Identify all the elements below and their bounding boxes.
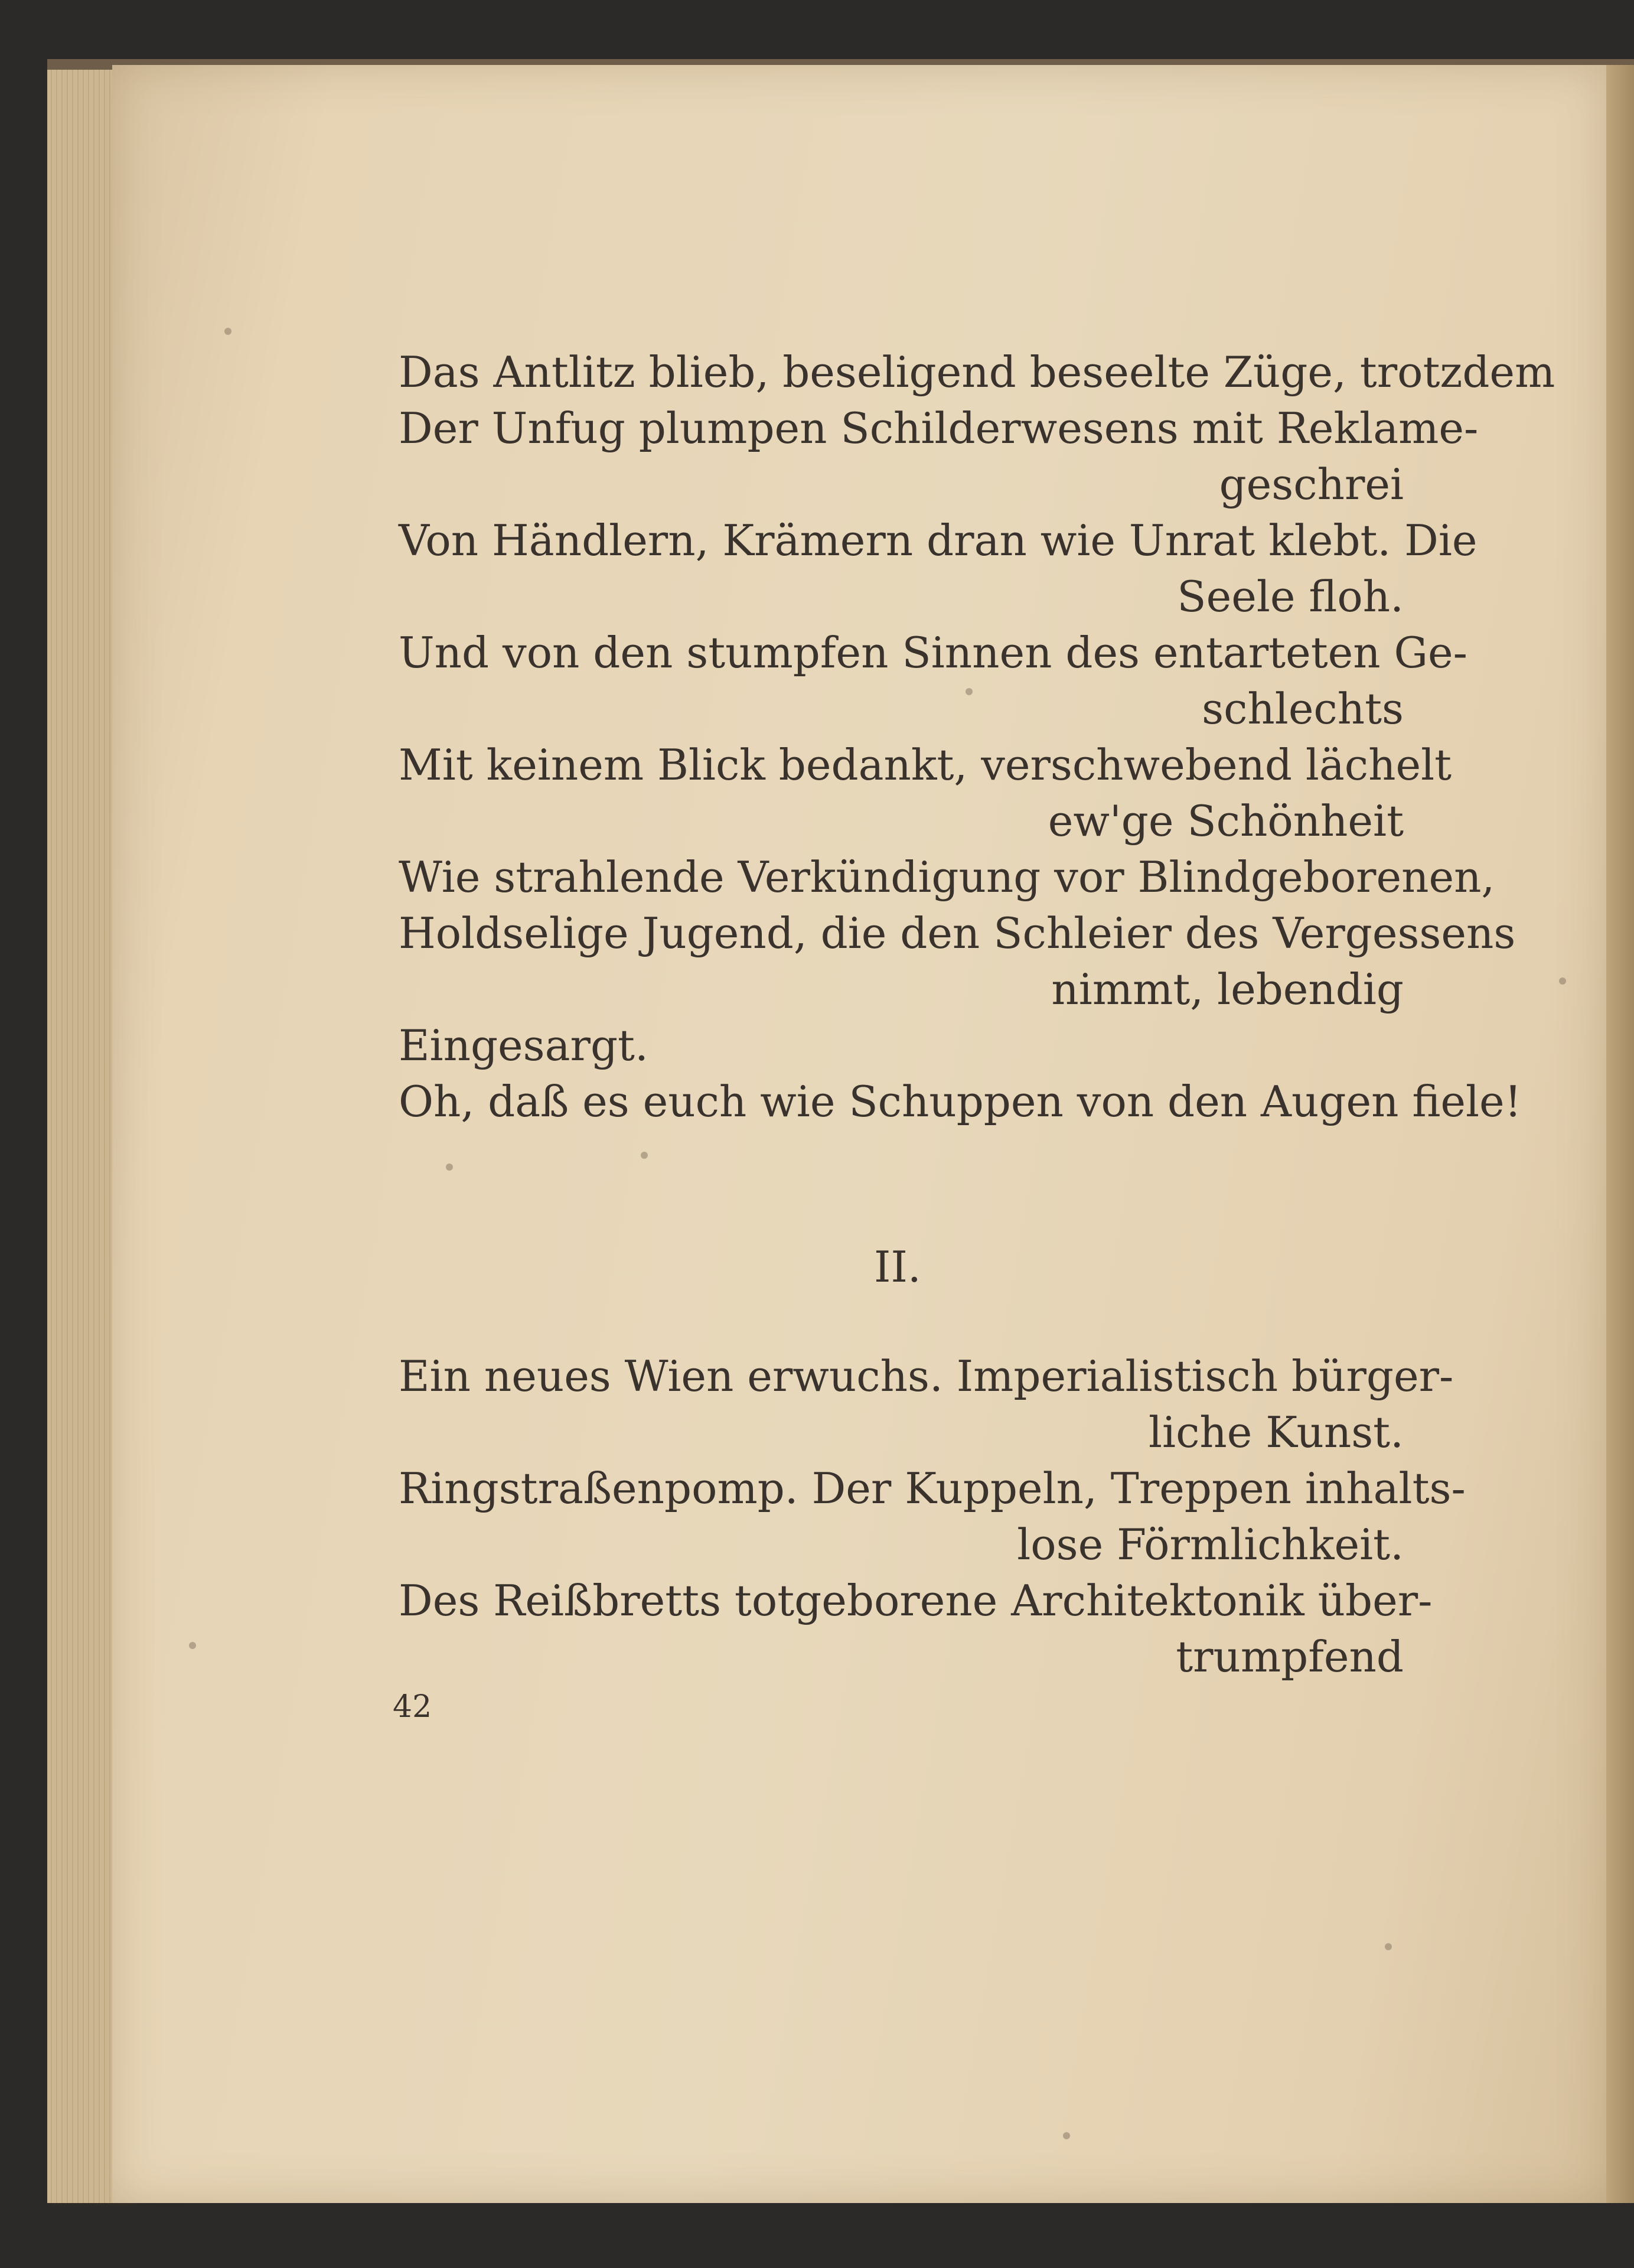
verse-line: liche Kunst. [1149, 1407, 1404, 1457]
section-heading: II. [874, 1242, 921, 1292]
verse-line: Eingesargt. [399, 1021, 648, 1070]
paper-speck [966, 688, 973, 695]
page-number: 42 [393, 1689, 432, 1725]
verse-line: Mit keinem Blick bedankt, verschwebend lächelt [399, 740, 1452, 790]
verse-line: Wie strahlende Verkündigung vor Blindgeborenen, [399, 852, 1495, 902]
verse-line: nimmt, lebendig [1051, 964, 1404, 1014]
verse-line: geschrei [1219, 460, 1404, 509]
verse-line: schlechts [1202, 684, 1404, 734]
paper-speck [641, 1152, 648, 1159]
paper-speck [189, 1642, 196, 1649]
verse-line: trumpfend [1176, 1632, 1404, 1682]
verse-line: Ringstraßenpomp. Der Kuppeln, Treppen inhalts- [399, 1464, 1466, 1513]
verse-line: Von Händlern, Krämern dran wie Unrat klebt. Die [399, 516, 1478, 565]
verse-line: Holdselige Jugend, die den Schleier des Vergessens [399, 908, 1516, 958]
verse-line: Ein neues Wien erwuchs. Imperialistisch bürger- [399, 1351, 1454, 1401]
verse-line: Das Antlitz blieb, beseligend beseelte Züge, trotzdem [399, 347, 1555, 397]
paper-speck [224, 328, 231, 335]
verse-line: Der Unfug plumpen Schilderwesens mit Reklame- [399, 403, 1479, 453]
verse-line: ew'ge Schönheit [1048, 796, 1404, 846]
paper-speck [1385, 1943, 1392, 1950]
paper-speck [446, 1164, 453, 1171]
verse-line: Oh, daß es euch wie Schuppen von den Augen fiele! [399, 1077, 1522, 1126]
verse-line: Und von den stumpfen Sinnen des entarteten Ge- [399, 628, 1467, 677]
verse-line: Seele floh. [1177, 572, 1404, 621]
paper-speck [1559, 977, 1566, 985]
verse-line: lose Förmlichkeit. [1017, 1520, 1404, 1569]
verse-line: Des Reißbretts totgeborene Architektonik über- [399, 1576, 1433, 1625]
paper-speck [1063, 2132, 1070, 2139]
